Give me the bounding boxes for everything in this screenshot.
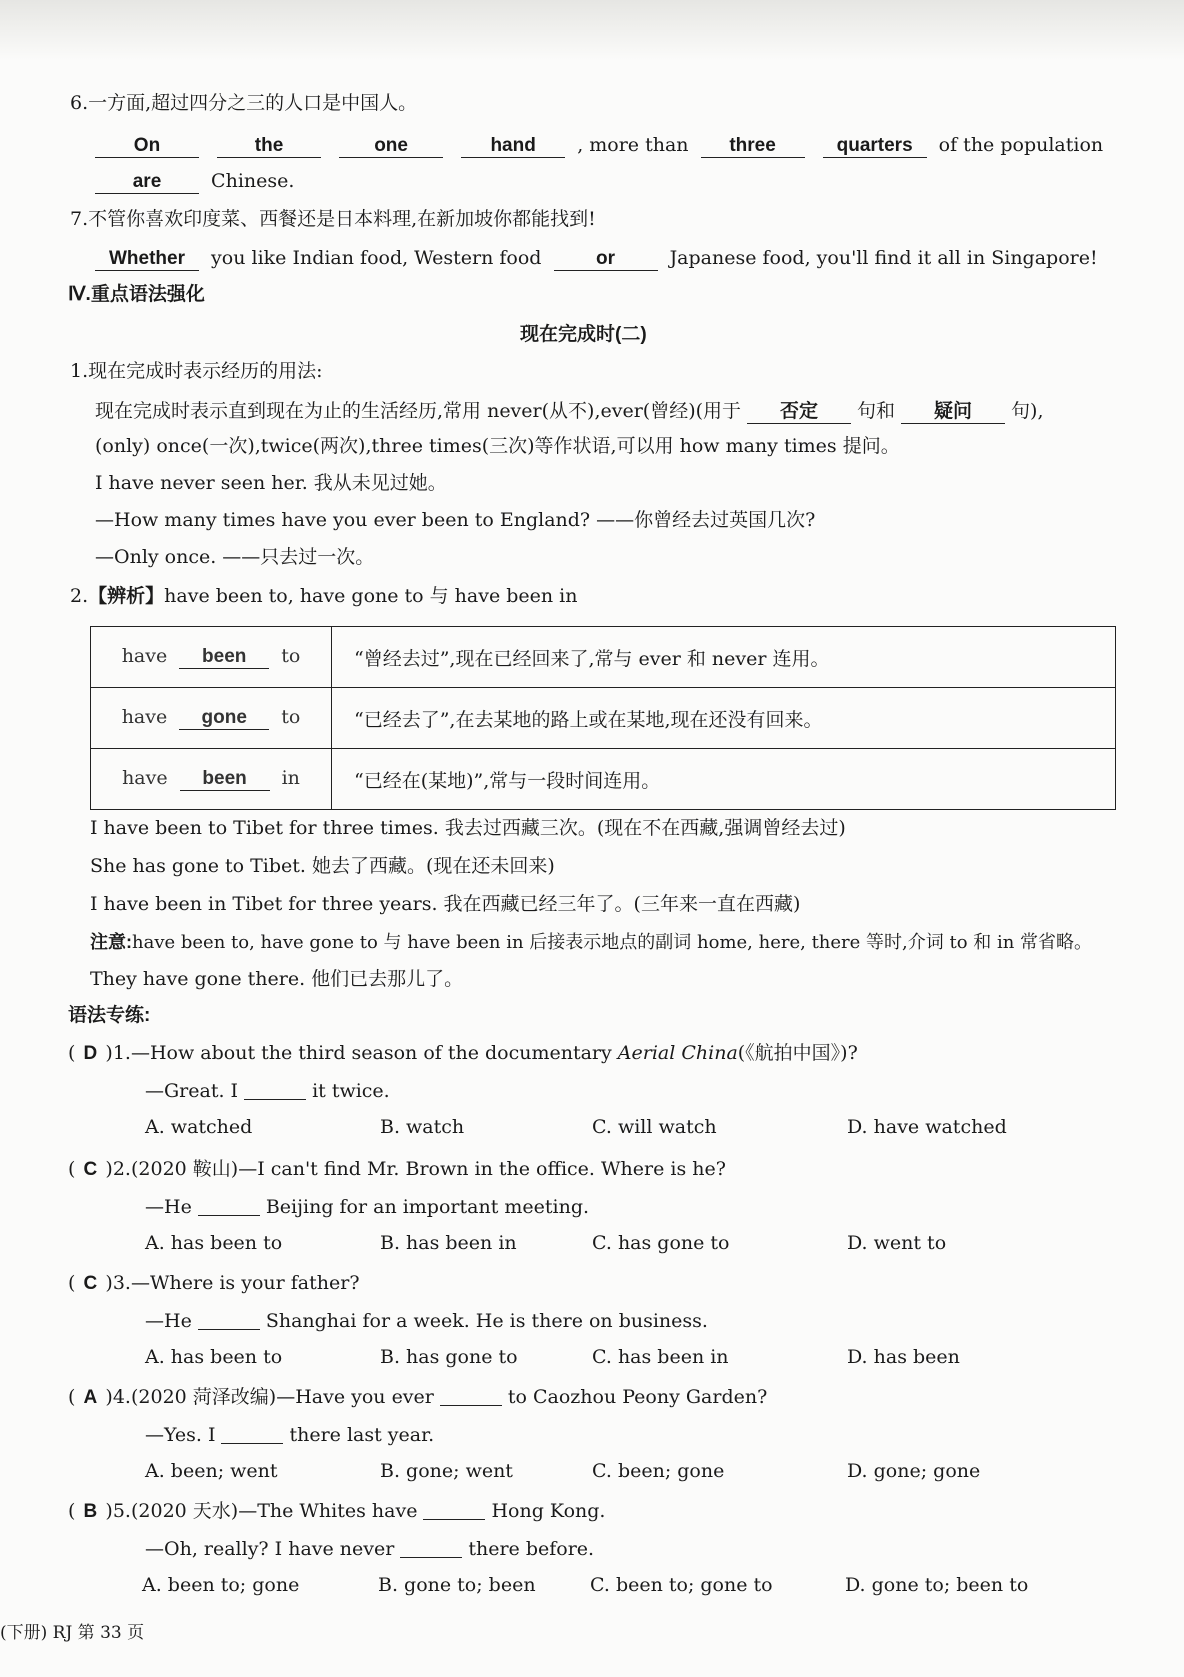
answer-1[interactable]: D	[83, 1043, 98, 1064]
item-num: 3.	[112, 1272, 131, 1294]
option-c[interactable]: C. has gone to	[592, 1232, 730, 1254]
example-2: —How many times have you ever been to England? ——你曾经去过英国几次?	[95, 509, 816, 531]
table-phrase-cell	[91, 627, 332, 688]
q6-blank-7[interactable]: are	[95, 171, 199, 194]
answer-5[interactable]: B	[83, 1501, 98, 1522]
grammar-title: 现在完成时(二)	[520, 324, 647, 345]
q-text: (2020 鞍山)—I can't find Mr. Brown in the office. Where is he?	[130, 1158, 726, 1180]
practice-item-2-l2	[145, 1194, 589, 1220]
phrase-pre: have	[122, 767, 168, 789]
option-d[interactable]: D. gone; gone	[847, 1460, 981, 1482]
table-row	[91, 688, 1116, 749]
comparison-table	[90, 626, 1116, 810]
q6-blank-4[interactable]: hand	[461, 135, 565, 158]
l2-a: —Yes. I	[145, 1424, 216, 1446]
q-text: (2020 菏泽改编)—Have you ever	[130, 1386, 434, 1408]
practice-item-3-l2	[145, 1308, 708, 1334]
q6-blank-3[interactable]: one	[339, 135, 443, 158]
p2-num: 2.	[70, 585, 89, 607]
practice-item-1-l2	[145, 1078, 390, 1104]
phrase-blank[interactable]: gone	[179, 707, 269, 730]
phrase-pre: have	[121, 706, 168, 728]
l2-b: there before.	[468, 1538, 595, 1560]
q-text: —How about the third season of the documentary	[130, 1042, 618, 1064]
q7-blank-2[interactable]: or	[554, 248, 658, 271]
l2-a: —Oh, really? I have never	[145, 1538, 395, 1560]
note-text: have been to, have gone to 与 have been in 后接表示地点的副词 home, here, there 等时,介词 to 和 in 常省略。	[132, 932, 1093, 953]
p1-text-a: 现在完成时表示直到现在为止的生活经历,常用 never(从不),ever(曾经)(用于	[95, 400, 742, 422]
practice-item-4-l2	[145, 1422, 434, 1448]
table-phrase-cell	[91, 688, 332, 749]
table-desc-cell: “曾经去过”,现在已经回来了,常与 ever 和 never 连用。	[332, 627, 1116, 688]
q7-mid: you like Indian food, Western food	[211, 247, 542, 269]
option-a[interactable]: A. has been to	[145, 1346, 283, 1368]
practice-item-3-q: ( C )3.—Where is your father?	[68, 1270, 360, 1297]
answer-3[interactable]: C	[83, 1273, 98, 1294]
answer-4[interactable]: A	[83, 1387, 98, 1408]
l2-b: there last year.	[289, 1424, 435, 1446]
q-title-italic: Aerial China	[617, 1042, 738, 1064]
example-tibet-3: I have been in Tibet for three years. 我在西藏已经三年了。(三年来一直在西藏)	[90, 893, 801, 915]
option-a[interactable]: A. been; went	[145, 1460, 278, 1482]
phrase-pre: have	[121, 645, 168, 667]
option-d[interactable]: D. have watched	[847, 1116, 1007, 1138]
example-tibet-1: I have been to Tibet for three times. 我去过西藏三次。(现在不在西藏,强调曾经去过)	[90, 817, 846, 839]
practice-heading: 语法专练:	[68, 1005, 151, 1026]
option-b[interactable]: B. has been in	[380, 1232, 517, 1254]
grammar-point-1-heading: 1.现在完成时表示经历的用法:	[70, 360, 323, 382]
phrase-blank[interactable]: been	[180, 768, 270, 791]
l2-b: Beijing for an important meeting.	[265, 1196, 590, 1218]
option-c[interactable]: C. has been in	[592, 1346, 729, 1368]
q-text-b: Hong Kong.	[491, 1500, 606, 1522]
example-3: —Only once. ——只去过一次。	[95, 546, 375, 568]
item-blank[interactable]	[198, 1309, 260, 1330]
option-d[interactable]: D. has been	[847, 1346, 960, 1368]
item-blank[interactable]	[440, 1385, 502, 1406]
example-tibet-2: She has gone to Tibet. 她去了西藏。(现在还未回来)	[90, 855, 555, 877]
grammar-point-2-heading	[70, 583, 578, 610]
l2-b: it twice.	[312, 1080, 390, 1102]
p1-blank-negative[interactable]: 否定	[747, 401, 851, 424]
q6-blank-2[interactable]: the	[217, 135, 321, 158]
p1-blank-question[interactable]: 疑问	[901, 401, 1005, 424]
q6-blank-1[interactable]: On	[95, 135, 199, 158]
table-row	[91, 627, 1116, 688]
grammar-point-1-line-2: (only) once(一次),twice(两次),three times(三次)等作状语,可以用 how many times 提问。	[95, 435, 900, 457]
table-desc-cell: “已经在(某地)”,常与一段时间连用。	[332, 749, 1116, 810]
q6-mid-2: of the population	[938, 134, 1104, 156]
q6-mid-1: , more than	[577, 134, 689, 156]
practice-item-2-q: ( C )2.(2020 鞍山)—I can't find Mr. Brown in the office. Where is he?	[68, 1156, 726, 1183]
item-num: 4.	[112, 1386, 131, 1408]
l2-a: —He	[145, 1310, 192, 1332]
option-b[interactable]: B. gone; went	[380, 1460, 513, 1482]
option-a[interactable]: A. has been to	[145, 1232, 283, 1254]
option-c[interactable]: C. been to; gone to	[590, 1574, 773, 1596]
q-text-b: to Caozhou Peony Garden?	[507, 1386, 768, 1408]
option-d[interactable]: D. gone to; been to	[845, 1574, 1029, 1596]
q6-end: Chinese.	[211, 170, 295, 192]
option-d[interactable]: D. went to	[847, 1232, 947, 1254]
item-blank[interactable]	[423, 1499, 485, 1520]
answer-2[interactable]: C	[83, 1159, 98, 1180]
p2-tag: 【辨析】	[88, 586, 165, 607]
practice-item-4-q: ( A )4.(2020 菏泽改编)—Have you ever to Caozhou Peony Garden?	[68, 1384, 767, 1411]
item-blank[interactable]	[244, 1079, 306, 1100]
option-b[interactable]: B. has gone to	[380, 1346, 518, 1368]
item-num: 2.	[112, 1158, 131, 1180]
item-blank[interactable]	[198, 1195, 260, 1216]
q6-answer-line-2	[95, 168, 294, 194]
p1-text-c: 句),	[1011, 400, 1044, 422]
q6-blank-5[interactable]: three	[701, 135, 805, 158]
p1-text-b: 句和	[857, 400, 896, 422]
q7-end: Japanese food, you'll find it all in Singapore!	[669, 247, 1098, 269]
option-b[interactable]: B. gone to; been	[378, 1574, 536, 1596]
practice-item-5-q: ( B )5.(2020 天水)—The Whites have Hong Kong.	[68, 1498, 605, 1525]
table-row	[91, 749, 1116, 810]
p2-rest: have been to, have gone to 与 have been in	[164, 585, 578, 607]
q6-blank-6[interactable]: quarters	[823, 135, 927, 158]
note-line	[90, 929, 1092, 956]
option-a[interactable]: A. been to; gone	[142, 1574, 300, 1596]
q7-blank-1[interactable]: Whether	[95, 248, 199, 271]
q-text: —Where is your father?	[130, 1272, 360, 1294]
l2-b: Shanghai for a week. He is there on business.	[265, 1310, 708, 1332]
option-c[interactable]: C. will watch	[592, 1116, 717, 1138]
scan-edge-shadow	[0, 0, 1184, 60]
item-num: 1.	[112, 1042, 131, 1064]
practice-item-5-l2	[145, 1536, 594, 1562]
q7-prompt: 7.不管你喜欢印度菜、西餐还是日本料理,在新加坡你都能找到!	[70, 208, 596, 230]
phrase-post: to	[281, 645, 301, 667]
phrase-post: to	[281, 706, 301, 728]
q-text: (2020 天水)—The Whites have	[130, 1500, 418, 1522]
section-heading: Ⅳ.重点语法强化	[68, 284, 205, 305]
q-text-b: (《航拍中国》)?	[737, 1042, 858, 1064]
option-c[interactable]: C. been; gone	[592, 1460, 725, 1482]
q6-answer-line	[95, 132, 1103, 158]
example-1: I have never seen her. 我从未见过她。	[95, 472, 447, 494]
q7-answer-line	[95, 245, 1098, 271]
phrase-blank[interactable]: been	[179, 646, 269, 669]
note-label: 注意:	[90, 932, 132, 952]
page-footer: (下册) RJ 第 33 页	[0, 1623, 145, 1643]
phrase-post: in	[281, 767, 300, 789]
q6-prompt: 6.一方面,超过四分之三的人口是中国人。	[70, 92, 418, 114]
item-blank[interactable]	[221, 1423, 283, 1444]
table-desc-cell: “已经去了”,在去某地的路上或在某地,现在还没有回来。	[332, 688, 1116, 749]
option-a[interactable]: A. watched	[145, 1116, 253, 1138]
l2-a: —He	[145, 1196, 192, 1218]
grammar-point-1-line-1	[95, 398, 1044, 424]
item-num: 5.	[112, 1500, 131, 1522]
option-b[interactable]: B. watch	[380, 1116, 465, 1138]
example-there: They have gone there. 他们已去那儿了。	[90, 968, 464, 990]
l2-a: —Great. I	[145, 1080, 239, 1102]
practice-item-1-q: ( D )1.—How about the third season of the documentary Aerial China(《航拍中国》)?	[68, 1040, 858, 1067]
table-phrase-cell	[91, 749, 332, 810]
item-blank[interactable]	[400, 1537, 462, 1558]
